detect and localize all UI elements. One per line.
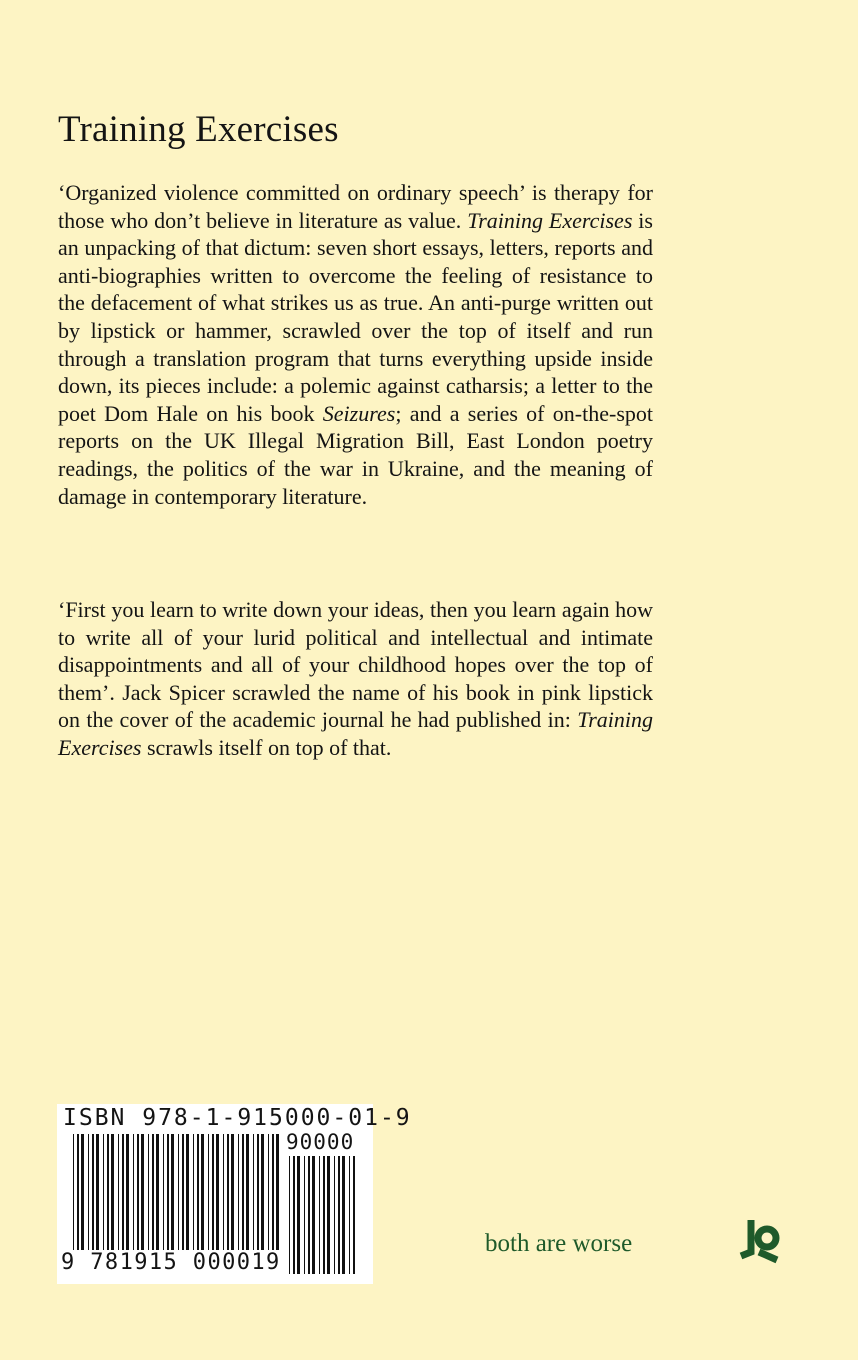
book-title-italic: Training Exercises [467,207,633,233]
book-title-italic: Training Exercises [58,707,653,760]
price-addon-number: 90000 [286,1130,355,1154]
quote-text: scrawls itself on top of that. [141,734,392,760]
book-title: Training Exercises [58,109,339,150]
blurb-paragraph-2 [58,596,653,762]
blurb-text: ‘Organized violence committed on ordinary speech’ is therapy for those who don’t believe in literature as value. [58,180,653,233]
blurb-paragraph-1 [58,179,653,510]
blurb-text: ; and a series of on-the-spot reports on the UK Illegal Migration Bill, East London poetry readings, the politics of the war in Ukraine, and the meaning of damage in contemporary literature. [58,400,653,509]
isbn-barcode [57,1104,412,1284]
publisher-name: both are worse [485,1230,633,1257]
seizures-title-italic: Seizures [322,400,396,426]
publisher-logo-icon [737,1216,783,1264]
quote-text: ‘First you learn to write down your ideas, then you learn again how to write all of your lurid political and intellectual and intimate disappointments and all of your childhood hopes over the top of them’. Jack Spicer scrawled the name of his book in pink lipstick on the cover of the academic journal he had published in: [58,597,653,733]
ean-digits: 9 781915 000019 [61,1250,281,1275]
blurb-text: is an unpacking of that dictum: seven short essays, letters, reports and anti-biographies written to overcome the feeling of resistance to the defacement of what strikes us as true. An anti-purge written out by lipstick or hammer, scrawled over the top of itself and run through a translation program that turns everything upside inside down, its pieces include: a polemic against catharsis; a letter to the poet Dom Hale on his book [58,207,653,426]
isbn-label: ISBN 978-1-915000-01-9 [63,1105,412,1131]
